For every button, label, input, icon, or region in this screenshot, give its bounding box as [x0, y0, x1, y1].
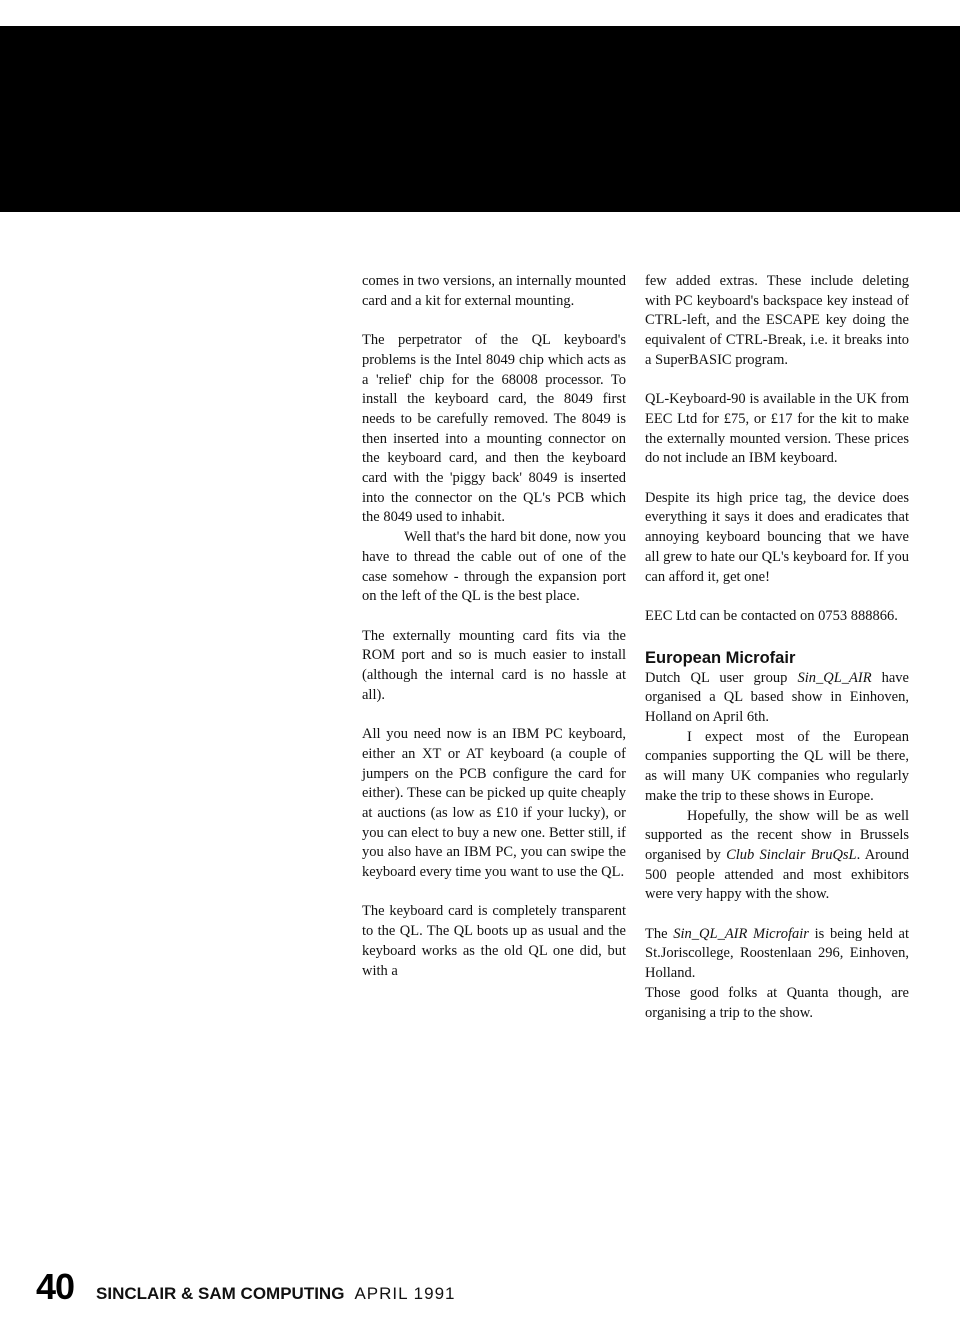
- section-heading: European Microfair: [645, 648, 796, 667]
- paragraph: All you need now is an IBM PC keyboard, either an XT or AT keyboard (a couple of jumpers on the PCB configure the card for either). These can be picked up quite cheaply at auctions (as low as £10 if your lucky), or you can elect to buy a new one. Better still, if you also have an IBM PC, you can swipe the keyboard every time you want to use the QL.: [362, 726, 626, 881]
- text-run: Hopefully, the show will be as well supported as the recent show in Brussels organised by: [645, 807, 909, 863]
- text-run: . Around 500 people attended and most exhibitors were very happy with the show.: [645, 846, 909, 903]
- paragraph: Well that's the hard bit done, now you have to thread the cable out of one of the case somehow - through the expansion port on the left of the QL is the best place.: [362, 529, 626, 605]
- text-run: Dutch QL user group: [645, 669, 798, 686]
- paragraph: I expect most of the European companies supporting the QL will be there, as will many UK companies who regularly make the trip to these shows in Europe.: [645, 728, 909, 804]
- page-number: 40: [36, 1266, 75, 1307]
- paragraph: The externally mounting card fits via the ROM port and so is much easier to install (although the internal card is no hassle at all).: [362, 627, 626, 703]
- left-column: [362, 272, 626, 981]
- magazine-title: SINCLAIR & SAM COMPUTING: [96, 1284, 345, 1303]
- group-name: Sin_QL_AIR: [797, 669, 872, 686]
- text-run: have organised a QL based show in Einhoven, Holland on April 6th.: [645, 669, 909, 726]
- paragraph: The keyboard card is completely transparent to the QL. The QL boots up as usual and the keyboard works as the old QL one did, but with a: [362, 903, 626, 979]
- paragraph: Despite its high price tag, the device does everything it says it does and eradicates that annoying keyboard bouncing that we have all grew to hate our QL's keyboard for. If you can afford it, get one!: [645, 489, 909, 585]
- club-name: Club Sinclair BruQsL: [726, 846, 857, 863]
- issue-date: APRIL 1991: [354, 1284, 456, 1303]
- right-column: [645, 272, 909, 1023]
- event-name: Sin_QL_AIR Microfair: [673, 925, 809, 942]
- paragraph: few added extras. These include deleting with PC keyboard's backspace key instead of CTRL-left, and the ESCAPE key doing the equivalent of CTRL-Break, i.e. it breaks into a SuperBASIC program.: [645, 273, 909, 368]
- paragraph: [645, 925, 909, 984]
- paragraph: [645, 807, 909, 906]
- paragraph: EEC Ltd can be contacted on 0753 888866.: [645, 607, 898, 624]
- text-run: The: [645, 925, 674, 942]
- paragraph: The perpetrator of the QL keyboard's problems is the Intel 8049 chip which acts as a 'relief' chip for the 68008 processor. To install the keyboard card, the 8049 first needs to be carefully removed. The 8049 is then inserted into a mounting connector on the keyboard card, and then the keyboard card with the 'piggy back' 8049 is inserted into the connector on the QL's PCB which the 8049 used to inhabit.: [362, 332, 626, 526]
- page-footer: [36, 1266, 455, 1308]
- paragraph: [645, 669, 909, 728]
- header-photo-banner: [0, 26, 960, 212]
- paragraph: comes in two versions, an internally mounted card and a kit for external mounting.: [362, 273, 626, 309]
- paragraph: QL-Keyboard-90 is available in the UK from EEC Ltd for £75, or £17 for the kit to make the externally mounted version. These prices do not include an IBM keyboard.: [645, 391, 909, 467]
- paragraph: Those good folks at Quanta though, are organising a trip to the show.: [645, 984, 909, 1021]
- text-run: is being held at St.Joriscollege, Roostenlaan 296, Einhoven, Holland.: [645, 925, 909, 982]
